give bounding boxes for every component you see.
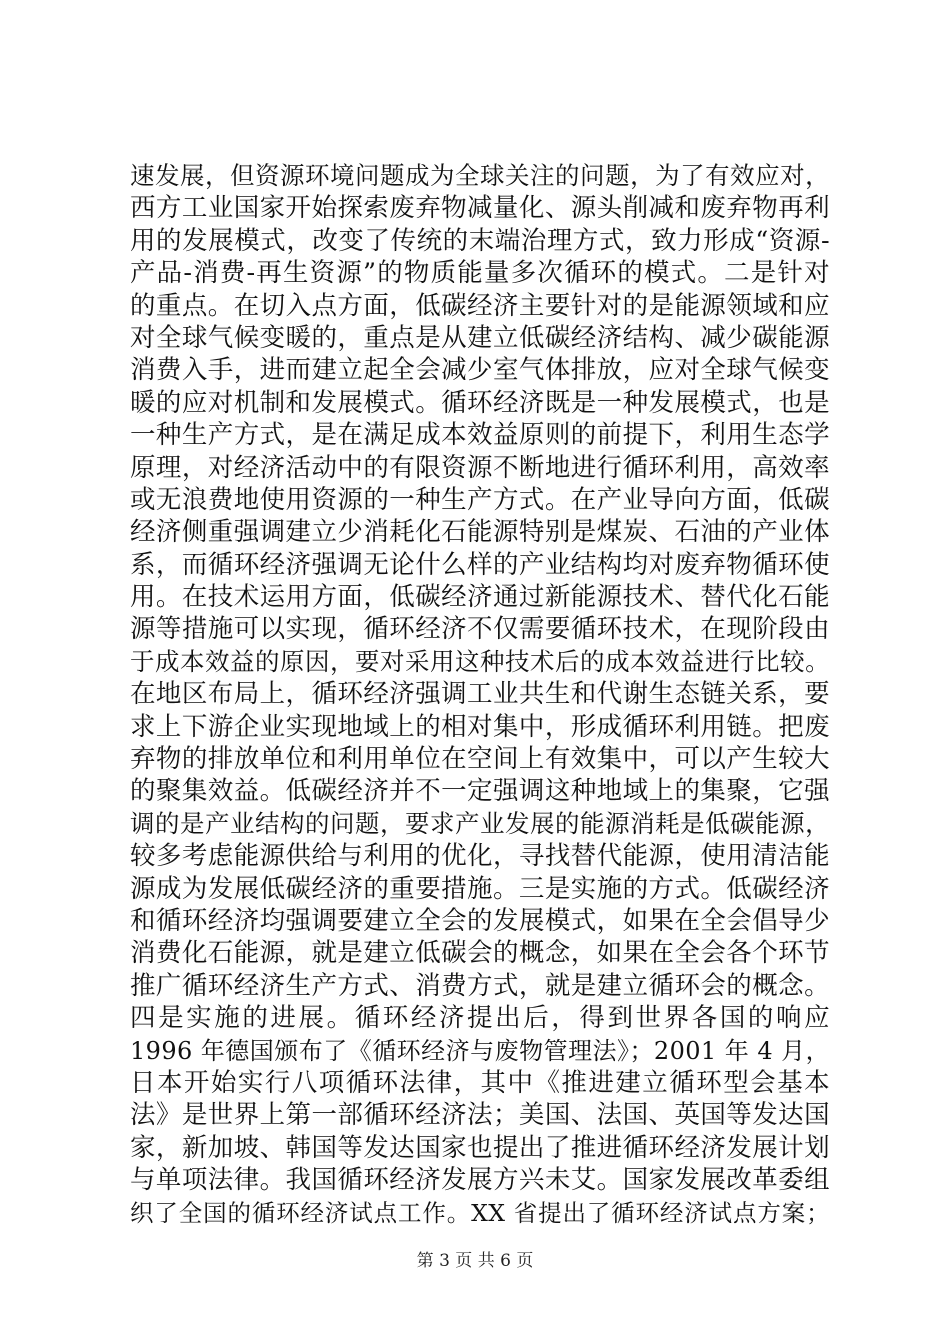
text-line: 织了全国的循环经济试点工作。XX 省提出了循环经济试点方案； — [130, 1198, 830, 1227]
text-line: 源成为发展低碳经济的重要措施。三是实施的方式。低碳经济 — [130, 873, 830, 904]
text-line: 在地区布局上，循环经济强调工业共生和代谢生态链关系，要 — [130, 679, 830, 710]
text-line: 的重点。在切入点方面，低碳经济主要针对的是能源领域和应 — [130, 290, 830, 321]
text-line: 原理，对经济活动中的有限资源不断地进行循环利用，高效率 — [130, 452, 830, 483]
text-line: 于成本效益的原因，要对采用这种技术后的成本效益进行比较。 — [130, 646, 830, 676]
text-line: 西方工业国家开始探索废弃物减量化、源头削减和废弃物再利 — [130, 193, 830, 224]
text-line: 或无浪费地使用资源的一种生产方式。在产业导向方面，低碳 — [130, 484, 830, 515]
text-line: 源等措施可以实现，循环经济不仅需要循环技术，在现阶段由 — [130, 614, 830, 645]
text-line: 速发展，但资源环境问题成为全球关注的问题，为了有效应对， — [130, 161, 830, 190]
text-line: 和循环经济均强调要建立全会的发展模式，如果在全会倡导少 — [130, 905, 830, 936]
text-line: 暖的应对机制和发展模式。循环经济既是一种发展模式，也是 — [130, 387, 830, 418]
text-line: 家，新加坡、韩国等发达国家也提出了推进循环经济发展计划 — [130, 1132, 830, 1163]
text-line: 四是实施的进展。循环经济提出后，得到世界各国的响应 — [130, 1003, 830, 1034]
body-text — [130, 160, 830, 1229]
text-line: 法》是世界上第一部循环经济法；美国、法国、英国等发达国 — [130, 1100, 830, 1131]
text-line: 消费入手，进而建立起全会减少室气体排放，应对全球气候变 — [130, 355, 830, 386]
text-line: 用的发展模式，改变了传统的末端治理方式，致力形成“资源- — [130, 225, 830, 256]
text-line: 推广循环经济生产方式、消费方式，就是建立循环会的概念。 — [130, 970, 830, 1001]
text-line: 较多考虑能源供给与利用的优化，寻找替代能源，使用清洁能 — [130, 841, 830, 872]
text-line: 求上下游企业实现地域上的相对集中，形成循环利用链。把废 — [130, 711, 830, 742]
text-line: 弃物的排放单位和利用单位在空间上有效集中，可以产生较大 — [130, 744, 830, 775]
text-line: 的聚集效益。低碳经济并不一定强调这种地域上的集聚，它强 — [130, 776, 830, 807]
text-line: 日本开始实行八项循环法律，其中《推进建立循环型会基本 — [130, 1067, 830, 1098]
text-line: 经济侧重强调建立少消耗化石能源特别是煤炭、石油的产业体 — [130, 517, 830, 548]
text-line: 与单项法律。我国循环经济发展方兴未艾。国家发展改革委组 — [130, 1165, 830, 1196]
text-line: 消费化石能源，就是建立低碳会的概念，如果在全会各个环节 — [130, 938, 830, 969]
page-number-footer: 第 3 页 共 6 页 — [416, 1251, 534, 1271]
text-line: 一种生产方式，是在满足成本效益原则的前提下，利用生态学 — [130, 420, 830, 451]
text-line: 用。在技术运用方面，低碳经济通过新能源技术、替代化石能 — [130, 582, 830, 613]
text-line: 调的是产业结构的问题，要求产业发展的能源消耗是低碳能源， — [130, 808, 830, 838]
text-line: 产品-消费-再生资源”的物质能量多次循环的模式。二是针对 — [130, 258, 830, 289]
text-line: 1996 年德国颁布了《循环经济与废物管理法》；2001 年 4 月， — [130, 1036, 830, 1065]
text-line: 对全球气候变暖的，重点是从建立低碳经济结构、减少碳能源 — [130, 322, 830, 353]
text-line: 系，而循环经济强调无论什么样的产业结构均对废弃物循环使 — [130, 549, 830, 580]
